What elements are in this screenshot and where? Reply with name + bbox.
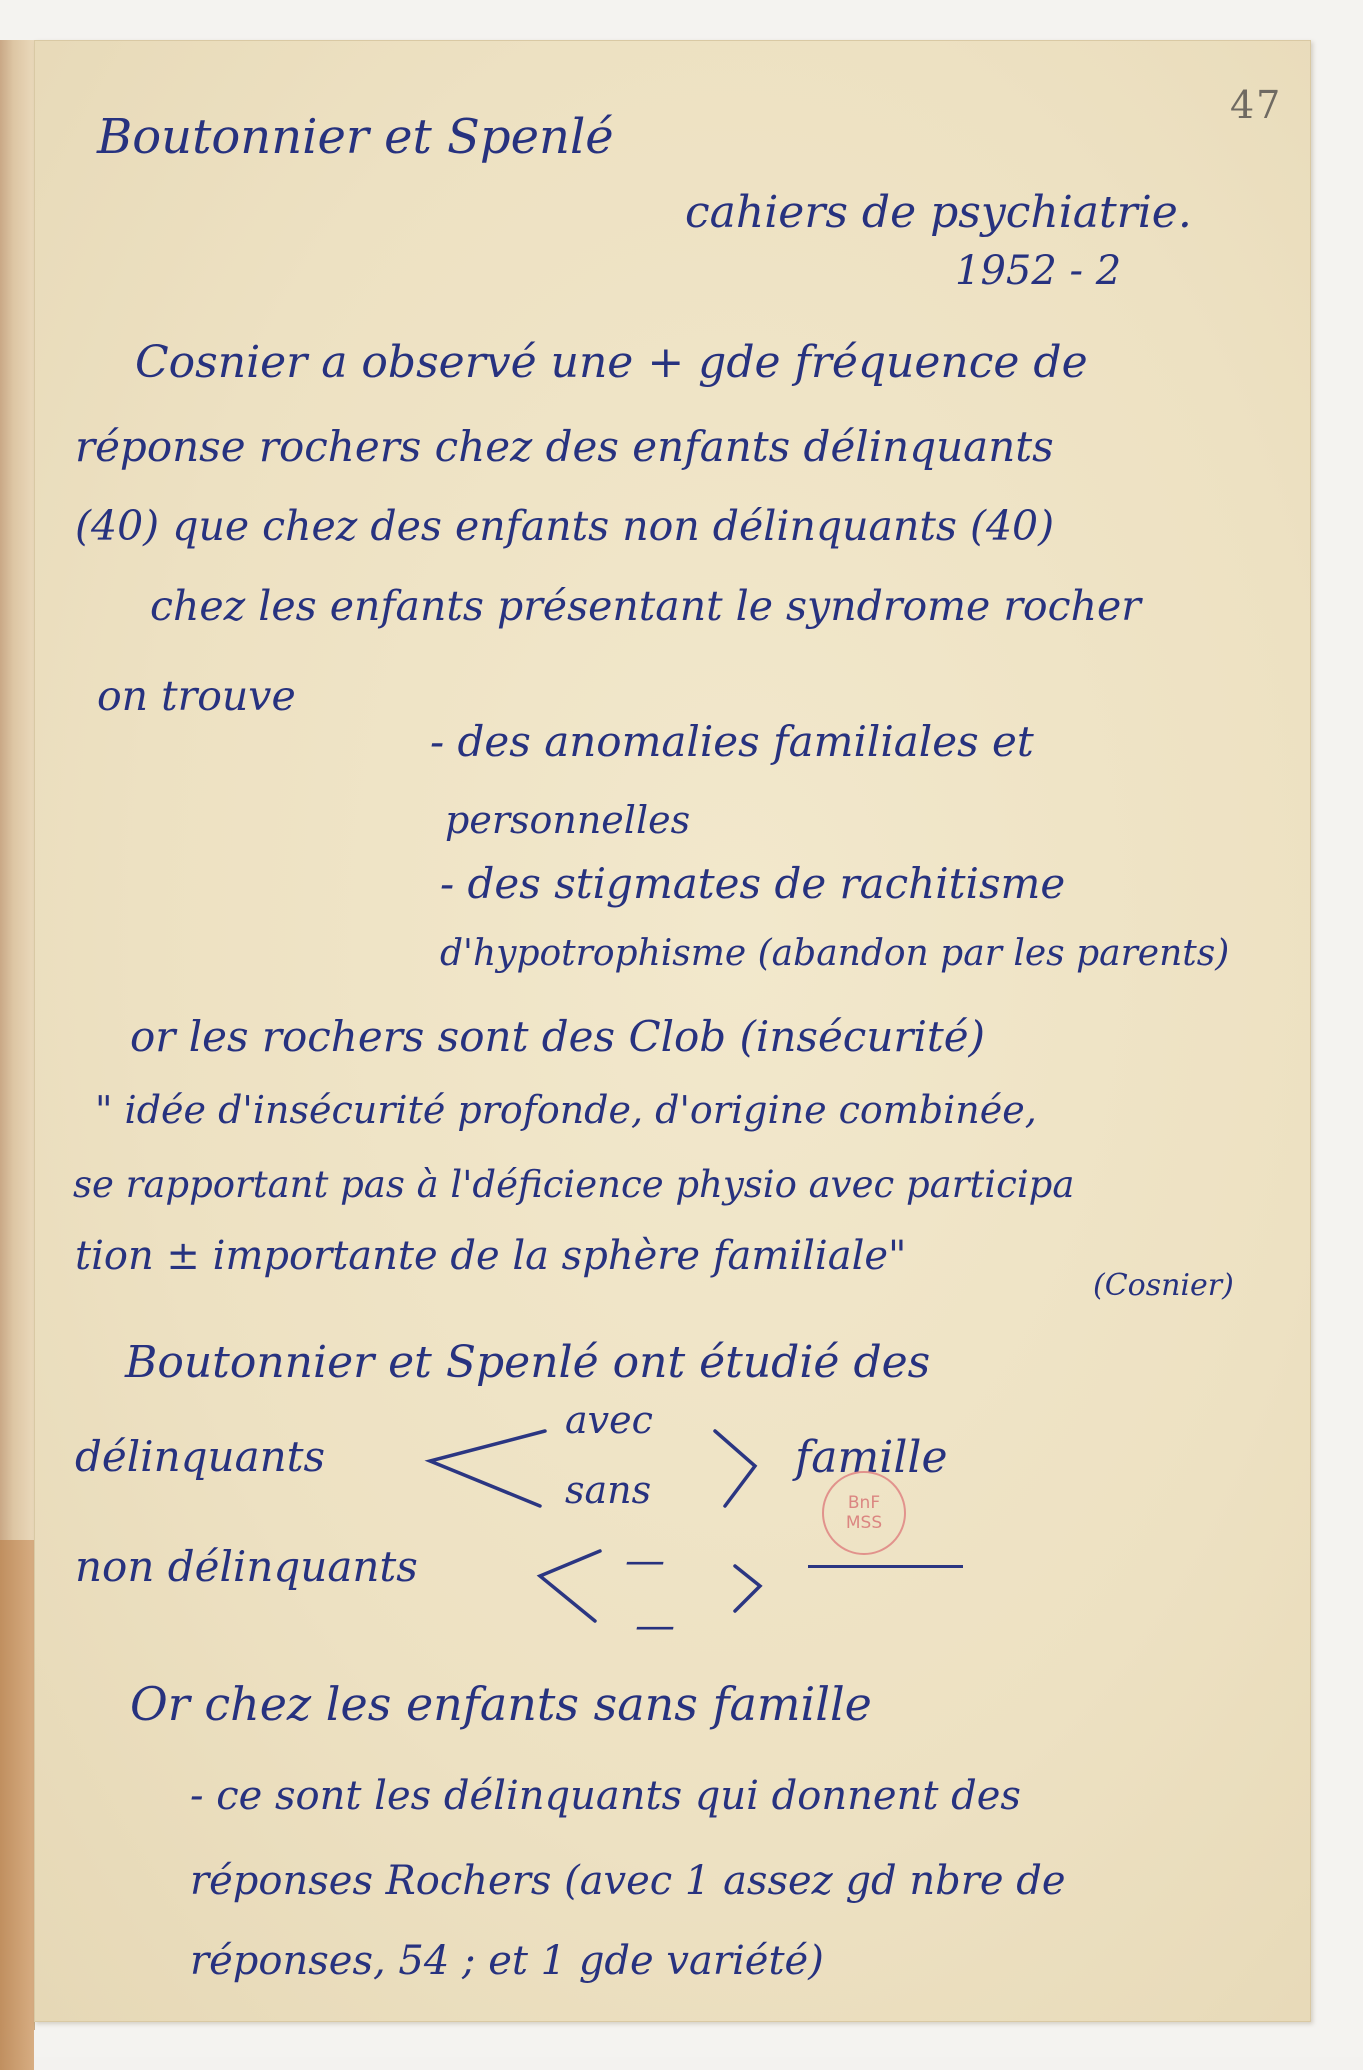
note-source: cahiers de psychiatrie. <box>685 187 1192 238</box>
adjacent-page-edge <box>0 40 35 2030</box>
citation: (Cosnier) <box>1093 1268 1234 1303</box>
text-line: réponses Rochers (avec 1 assez gd nbre de <box>190 1858 1066 1904</box>
group-label: délinquants <box>75 1432 326 1481</box>
bullet-line: d'hypotrophisme (abandon par les parents) <box>440 933 1230 974</box>
text-line: Cosnier a observé une + gde fréquence de <box>135 337 1088 388</box>
text-line: réponse rochers chez des enfants délinquants <box>75 422 1054 471</box>
text-line: Boutonnier et Spenlé ont étudié des <box>125 1337 931 1388</box>
bullet-line: - des stigmates de rachitisme <box>440 859 1066 908</box>
quote-line: se rapportant pas à l'déficience physio avec participa <box>73 1163 1075 1206</box>
left-chevron-top <box>430 1431 545 1506</box>
text-line: Or chez les enfants sans famille <box>130 1677 872 1731</box>
text-line: - ce sont les délinquants qui donnent des <box>190 1773 1021 1819</box>
manuscript-page <box>34 40 1311 2022</box>
text-line: (40) que chez des enfants non délinquants (40) <box>75 502 1055 550</box>
text-line: chez les enfants présentant le syndrome rocher <box>150 582 1141 630</box>
quote-line: tion ± importante de la sphère familiale" <box>75 1233 907 1279</box>
option-sans: sans <box>565 1468 652 1512</box>
bullet-line: - des anomalies familiales et <box>430 717 1034 766</box>
text-line: réponses, 54 ; et 1 gde variété) <box>190 1938 824 1984</box>
note-title: Boutonnier et Spenlé <box>97 109 614 165</box>
stamp-line: MSS <box>845 1513 883 1533</box>
option-avec: avec <box>565 1398 653 1442</box>
blank-underline <box>808 1565 963 1568</box>
bullet-line: personnelles <box>445 798 691 842</box>
page-number: 47 <box>1230 83 1283 127</box>
group-label: non délinquants <box>75 1542 418 1591</box>
right-chevron-bottom <box>735 1566 760 1611</box>
note-year: 1952 - 2 <box>955 248 1122 294</box>
binding-strip <box>0 1540 34 2070</box>
right-chevron-top <box>715 1431 755 1506</box>
ditto-dash: — <box>635 1603 675 1649</box>
stamp-line: BnF <box>847 1493 881 1513</box>
quote-line: " idée d'insécurité profonde, d'origine combinée, <box>95 1088 1037 1132</box>
ditto-dash: — <box>625 1538 665 1584</box>
family-label: famille <box>795 1432 948 1483</box>
text-line: on trouve <box>97 672 296 720</box>
left-chevron-bottom <box>540 1551 600 1621</box>
bnf-library-stamp <box>822 1471 906 1555</box>
text-line: or les rochers sont des Clob (insécurité) <box>130 1012 986 1061</box>
